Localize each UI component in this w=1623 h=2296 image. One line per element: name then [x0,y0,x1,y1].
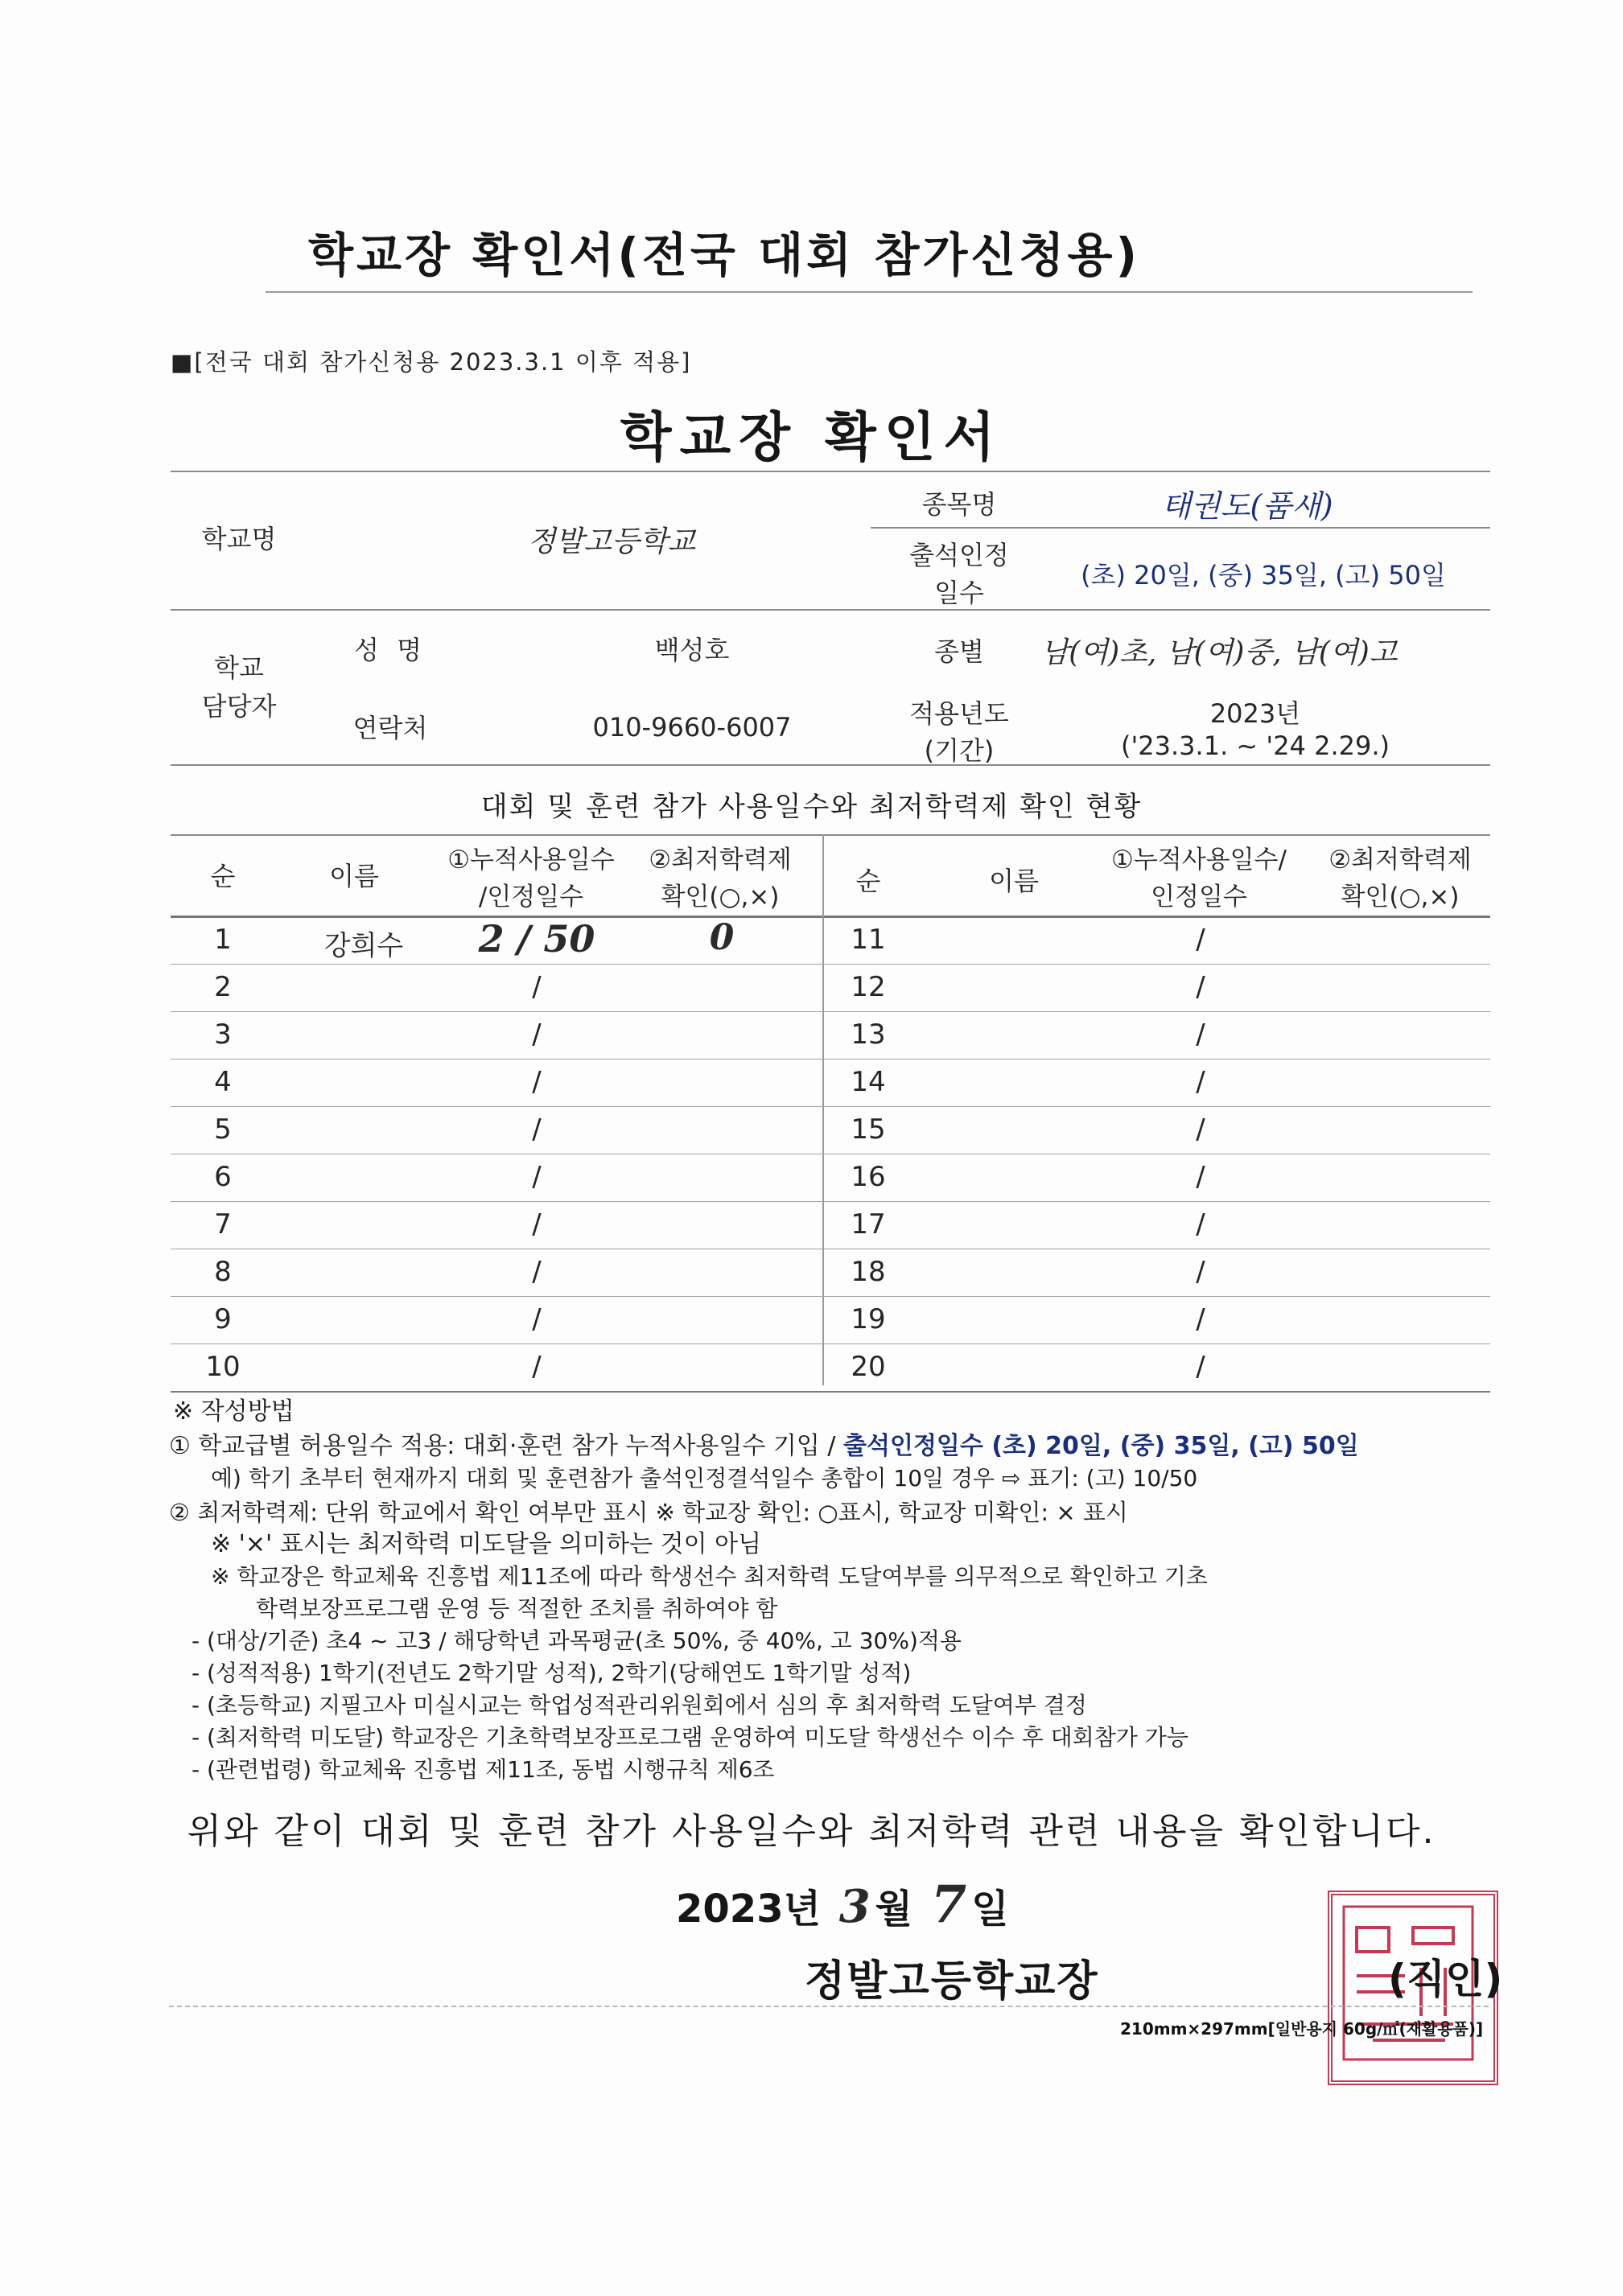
confirmation-statement: 위와 같이 대회 및 훈련 참가 사용일수와 최저학력 관련 내용을 확인합니다. [187,1811,1436,1852]
row-check: 0 [709,917,735,958]
attendance-label-line2: 일수 [934,578,984,608]
principal-name: 정발고등학교장 [805,1957,1099,2006]
col-days-header-line1: ①누적사용일수 [447,846,615,874]
row-days-right: / [1196,924,1205,956]
row-number-right: 13 [851,1018,886,1051]
row-number: 3 [214,1018,232,1051]
row-number-right: 11 [851,924,886,956]
info-table-line [171,609,1490,611]
row-number-right: 14 [851,1066,886,1098]
attendance-value: (초) 20일, (중) 35일, (고) 50일 [1081,560,1446,590]
category-label: 종별 [934,636,984,667]
table-row [171,1249,1490,1297]
date-day-unit: 일 [971,1887,1009,1932]
col-check-right-header-line2: 확인(○,×) [1341,883,1460,911]
row-number: 10 [205,1351,241,1383]
row-days-right: / [1196,1208,1205,1241]
row-days: / [532,1161,542,1193]
row-number-right: 17 [851,1208,886,1241]
row-days-right: / [1196,1018,1205,1051]
row-number-right: 16 [851,1161,886,1193]
col-check-header-line1: ②최저학력제 [649,846,792,874]
table-row [171,1344,1490,1393]
row-number-right: 12 [851,971,886,1003]
category-value: 남(여)초, 남(여)중, 남(여)고 [1040,636,1398,669]
manager-label-line1: 학교 [214,652,264,683]
row-days: / [532,1303,542,1335]
notice-text: ■[전국 대회 참가신청용 2023.3.1 이후 적용] [171,348,692,376]
row-number: 6 [214,1161,232,1193]
bottom-divider [169,2006,1489,2007]
date-month-unit: 월 [875,1887,913,1932]
document-main-title: 학교장 확인서(전국 대회 참가신청용) [307,228,1140,282]
table-row [171,917,1490,965]
date-month: 3 [838,1880,871,1933]
row-number-right: 15 [851,1113,886,1146]
row-number: 5 [214,1113,232,1146]
note-1-text: ① 학교급별 허용일수 적용: 대회·훈련 참가 누적사용일수 기입 / [169,1432,843,1460]
note-bullet-unmet: - (최저학력 미도달) 학교장은 기초학력보장프로그램 운영하여 미도달 학생선수 이수 후 대회참가 가능 [192,1724,1188,1751]
status-table-title: 대회 및 훈련 참가 사용일수와 최저학력제 확인 현황 [480,791,1143,823]
table-row [171,1012,1490,1060]
form-title: 학교장 확인서 [620,406,1003,468]
event-label: 종목명 [921,489,997,520]
note-bullet-elementary: - (초등학교) 지필고사 미실시교는 학업성적관리위원회에서 심의 후 최저학력 도달여부 결정 [192,1692,1087,1718]
signature-date [676,1874,1009,1935]
row-days: / [532,1018,542,1051]
event-value: 태권도(품새) [1161,488,1333,524]
title-divider [266,291,1473,293]
school-name-label: 학교명 [201,524,277,554]
note-1 [169,1430,1489,1463]
note-2-sub-2-cont: 학력보장프로그램 운영 등 적절한 조치를 취하여야 함 [256,1595,778,1622]
note-bullet-target: - (대상/기준) 초4 ~ 고3 / 해당학년 과목평균(초 50%, 중 40%, 고 30%)적용 [192,1627,962,1654]
col-name-header: 이름 [329,861,379,891]
row-days: / [532,1256,542,1288]
table-row [171,1107,1490,1154]
contact-name-value: 백성호 [654,635,730,665]
row-days-right: / [1196,971,1205,1003]
note-bullet-law: - (관련법령) 학교체육 진흥법 제11조, 동법 시행규칙 제6조 [192,1756,775,1783]
date-day: 7 [930,1874,967,1935]
note-1-example: 예) 학기 초부터 현재까지 대회 및 훈련참가 출석인정결석일수 총합이 10일 경우 ⇨ 표기: (고) 10/50 [211,1465,1198,1492]
manager-label-line2: 담당자 [201,691,277,722]
info-table-line [871,527,1490,529]
table-row [171,1202,1490,1249]
row-days-right: / [1196,1256,1205,1288]
row-days-right: / [1196,1351,1205,1383]
col-no-right-header: 순 [855,866,881,896]
row-days: / [532,1066,542,1098]
row-days-right: / [1196,1161,1205,1193]
contact-name-label: 성 명 [354,635,426,665]
date-year: 2023년 [676,1887,821,1932]
col-check-right-header-line1: ②최저학력제 [1328,846,1472,874]
row-number: 8 [214,1256,232,1288]
row-days: / [532,971,542,1003]
col-no-header: 순 [210,861,236,891]
row-name: 강희수 [323,930,404,962]
row-days: / [532,1208,542,1241]
row-number: 1 [214,924,232,956]
year-period: ('23.3.1. ~ '24 2.29.) [1121,730,1390,761]
row-number: 7 [214,1208,232,1241]
row-number: 9 [214,1303,232,1335]
notes-heading: ※ 작성방법 [173,1397,295,1426]
row-number-right: 18 [851,1256,886,1288]
attendance-label-line1: 출석인정 [909,540,1009,570]
col-days-header-line2: /인정일수 [478,883,584,911]
note-bullet-grades: - (성적적용) 1학기(전년도 2학기말 성적), 2학기(당해연도 1학기말 성적) [192,1660,912,1686]
row-number-right: 19 [851,1303,886,1335]
row-number-right: 20 [851,1351,886,1383]
info-table-top-border [171,471,1490,472]
note-1-emphasis: 출석인정일수 (초) 20일, (중) 35일, (고) 50일 [843,1432,1359,1460]
year-label-line2: (기간) [924,735,995,766]
status-table-top-border [171,834,1490,836]
table-row [171,965,1490,1012]
row-days-right: / [1196,1303,1205,1335]
row-days: / [532,1351,542,1383]
table-row [171,1060,1490,1107]
row-days: 2 / 50 [478,917,595,961]
col-check-header-line2: 확인(○,×) [661,883,780,911]
col-days-right-header-line2: 인정일수 [1151,883,1247,911]
col-name-right-header: 이름 [989,866,1039,896]
table-row [171,1297,1490,1344]
note-2-sub-2: ※ 학교장은 학교체육 진흥법 제11조에 따라 학생선수 최저학력 도달여부를 의무적으로 확인하고 기초 [211,1563,1208,1590]
row-number: 2 [214,971,232,1003]
note-2: ② 최저학력제: 단위 학교에서 확인 여부만 표시 ※ 학교장 확인: ○표시, 학교장 미확인: × 표시 [169,1499,1128,1526]
contact-phone-value: 010-9660-6007 [592,712,792,743]
paper-spec: 210mm×297mm[일반용지 60g/㎡(재활용품)] [1120,2019,1484,2039]
school-name-value: 정발고등학교 [527,525,696,558]
row-days: / [532,1113,542,1146]
col-days-right-header-line1: ①누적사용일수/ [1111,846,1287,874]
row-number: 4 [214,1066,232,1098]
year-label-line1: 적용년도 [909,698,1009,729]
seal-label: (직인) [1388,1956,1503,2002]
row-days-right: / [1196,1113,1205,1146]
row-days-right: / [1196,1066,1205,1098]
table-row [171,1154,1490,1202]
contact-phone-label: 연락처 [352,713,428,743]
year-value: 2023년 [1209,698,1301,729]
note-2-sub-1: ※ '×' 표시는 최저학력 미도달을 의미하는 것이 아님 [211,1530,762,1558]
info-table-bottom-border [171,764,1490,766]
